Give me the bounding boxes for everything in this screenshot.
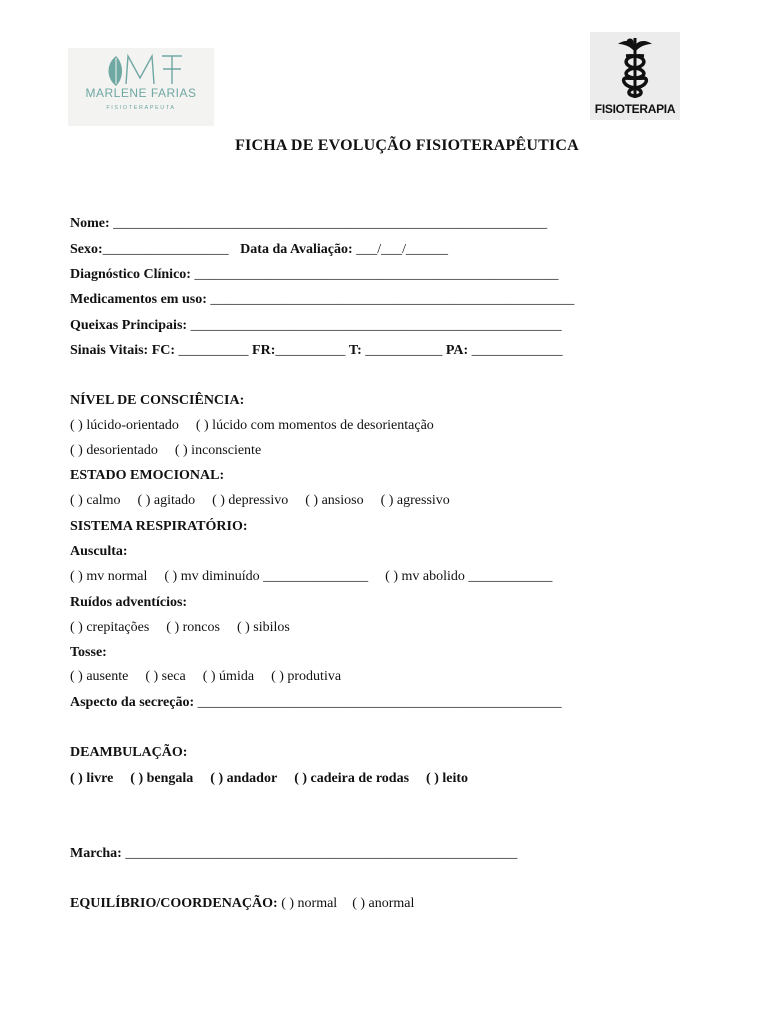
option-cadeira-de-rodas[interactable]: ( ) cadeira de rodas — [294, 771, 410, 786]
option-mv-normal[interactable]: ( ) mv normal — [70, 569, 148, 584]
ausculta-label: Ausculta: — [70, 544, 128, 559]
marcha-label: Marcha: — [70, 846, 122, 861]
fisioterapia-logo — [590, 32, 680, 120]
option-mv-diminuido[interactable]: ( ) mv diminuído _______________ — [164, 569, 369, 584]
secrecao-row — [70, 694, 562, 712]
option-agitado[interactable]: ( ) agitado — [137, 493, 196, 508]
respiratorio-heading — [70, 518, 248, 536]
sinais-vitais-row — [70, 342, 563, 360]
diagnostico-field[interactable]: ____________________________________________________ — [194, 267, 559, 282]
option-desorientado[interactable]: ( ) desorientado — [70, 443, 158, 458]
consciencia-options-row-1 — [70, 417, 451, 435]
tosse-label: Tosse: — [70, 645, 107, 660]
sexo-row — [70, 241, 448, 259]
option-seca[interactable]: ( ) seca — [145, 669, 186, 684]
option-livre[interactable]: ( ) livre — [70, 771, 114, 786]
fisioterapia-label: FISIOTERAPIA — [594, 102, 676, 116]
option-calmo[interactable]: ( ) calmo — [70, 493, 121, 508]
data-avaliacao-field[interactable]: ___/___/______ — [356, 242, 448, 257]
secrecao-label: Aspecto da secreção: — [70, 695, 195, 710]
deambulacao-options-row — [70, 770, 485, 788]
option-normal[interactable]: ( ) normal — [281, 896, 338, 911]
option-agressivo[interactable]: ( ) agressivo — [380, 493, 450, 508]
medicamentos-field[interactable]: ____________________________________________________ — [210, 292, 575, 307]
consciencia-heading — [70, 392, 244, 410]
option-inconsciente[interactable]: ( ) inconsciente — [174, 443, 262, 458]
emocional-heading-text: ESTADO EMOCIONAL: — [70, 468, 225, 483]
equilibrio-label: EQUILÍBRIO/COORDENAÇÃO: — [70, 896, 278, 911]
option-crepitacoes[interactable]: ( ) crepitações — [70, 620, 150, 635]
queixas-label: Queixas Principais: — [70, 318, 188, 333]
option-sibilos[interactable]: ( ) sibilos — [236, 620, 290, 635]
brand-subtitle: FISIOTERAPEUTA — [106, 105, 176, 111]
fr-field[interactable]: __________ — [275, 343, 346, 358]
marcha-row — [70, 845, 517, 863]
diagnostico-row — [70, 266, 558, 284]
fc-label: FC: — [151, 343, 176, 358]
respiratorio-heading-text: SISTEMA RESPIRATÓRIO: — [70, 519, 248, 534]
sexo-field[interactable]: __________________ — [102, 242, 229, 257]
diagnostico-label: Diagnóstico Clínico: — [70, 267, 191, 282]
option-lucido-orientado[interactable]: ( ) lúcido-orientado — [70, 418, 179, 433]
option-leito[interactable]: ( ) leito — [426, 771, 469, 786]
option-mv-abolido[interactable]: ( ) mv abolido ____________ — [385, 569, 553, 584]
t-field[interactable]: ___________ — [365, 343, 443, 358]
emocional-options-row — [70, 492, 467, 510]
brand-name: MARLENE FARIAS — [85, 86, 197, 100]
tosse-heading — [70, 644, 107, 662]
consciencia-options-row-2 — [70, 442, 278, 460]
sinais-vitais-label: Sinais Vitais: — [70, 343, 149, 358]
option-roncos[interactable]: ( ) roncos — [166, 620, 220, 635]
option-bengala[interactable]: ( ) bengala — [130, 771, 194, 786]
option-depressivo[interactable]: ( ) depressivo — [212, 493, 289, 508]
ruidos-label: Ruídos adventícios: — [70, 595, 188, 610]
queixas-field[interactable]: _____________________________________________________ — [190, 318, 562, 333]
nome-field[interactable]: ______________________________________________________________ — [113, 216, 548, 231]
option-anormal[interactable]: ( ) anormal — [352, 896, 415, 911]
data-avaliacao-label: Data da Avaliação: — [240, 242, 353, 257]
option-andador[interactable]: ( ) andador — [210, 771, 278, 786]
ausculta-options-row — [70, 568, 569, 586]
pa-label: PA: — [445, 343, 469, 358]
caduceus-icon — [590, 32, 680, 102]
option-ansioso[interactable]: ( ) ansioso — [305, 493, 364, 508]
consciencia-heading-text: NÍVEL DE CONSCIÊNCIA: — [70, 393, 245, 408]
fr-label: FR: — [252, 343, 276, 358]
option-ausente[interactable]: ( ) ausente — [70, 669, 129, 684]
option-produtiva[interactable]: ( ) produtiva — [271, 669, 342, 684]
emocional-heading — [70, 467, 224, 485]
option-umida[interactable]: ( ) úmida — [202, 669, 255, 684]
sexo-label: Sexo: — [70, 242, 103, 257]
ruidos-heading — [70, 594, 187, 612]
fc-field[interactable]: __________ — [178, 343, 249, 358]
ruidos-options-row — [70, 619, 307, 637]
tosse-options-row — [70, 668, 358, 686]
secrecao-field[interactable]: ____________________________________________________ — [197, 695, 562, 710]
deambulacao-heading-text: DEAMBULAÇÃO: — [70, 745, 188, 760]
deambulacao-heading — [70, 744, 187, 762]
nome-row — [70, 215, 547, 233]
page-title: FICHA DE EVOLUÇÃO FISIOTERAPÊUTICA — [235, 137, 579, 154]
marcha-field[interactable]: ________________________________________________________ — [125, 846, 518, 861]
queixas-row — [70, 317, 562, 335]
pa-field[interactable]: _____________ — [471, 343, 563, 358]
medicamentos-label: Medicamentos em uso: — [70, 292, 207, 307]
ausculta-heading — [70, 543, 128, 561]
marlene-farias-logo — [68, 48, 214, 126]
option-lucido-desorientacao[interactable]: ( ) lúcido com momentos de desorientação — [195, 418, 434, 433]
medicamentos-row — [70, 291, 574, 309]
nome-label: Nome: — [70, 216, 110, 231]
equilibrio-row — [70, 895, 431, 913]
t-label: T: — [348, 343, 362, 358]
